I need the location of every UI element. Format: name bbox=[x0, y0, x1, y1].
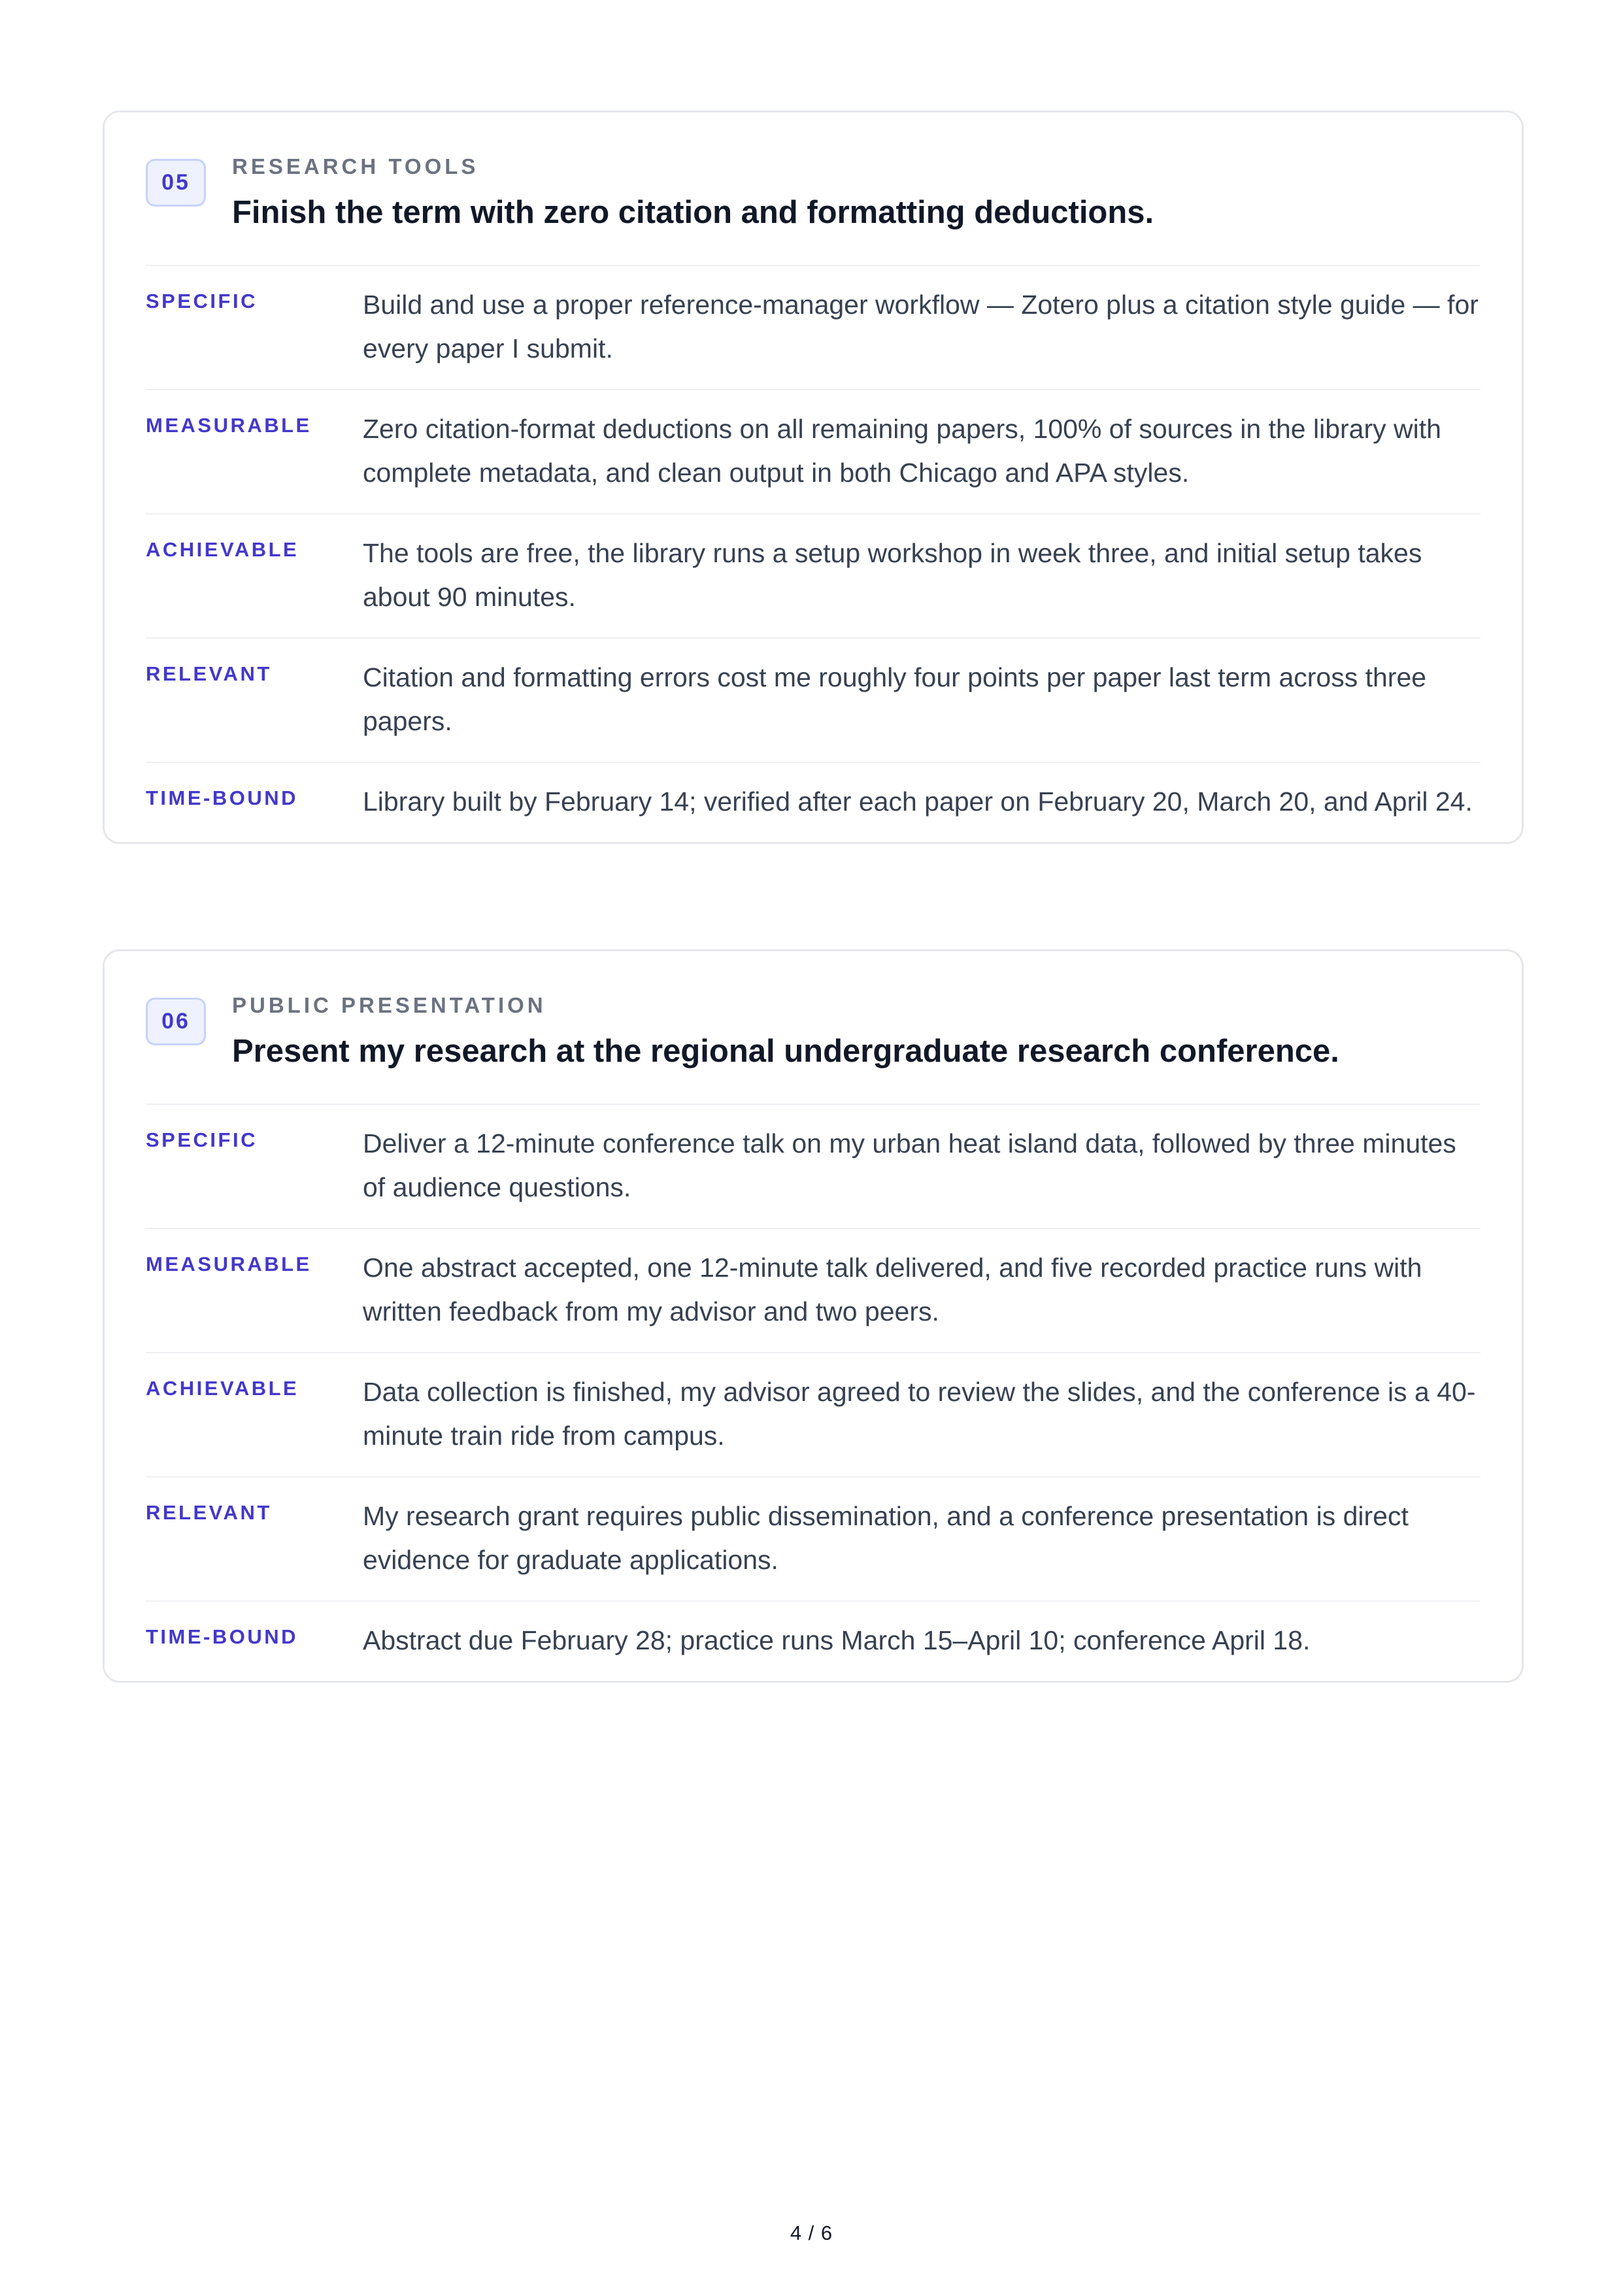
goal-category: PUBLIC PRESENTATION bbox=[232, 993, 546, 1017]
criterion-label: SPECIFIC bbox=[146, 290, 258, 312]
criterion-row-specific bbox=[146, 265, 1481, 389]
criterion-label: TIME-BOUND bbox=[146, 786, 299, 809]
goal-header bbox=[146, 992, 1481, 1104]
criterion-row-time-bound bbox=[146, 1600, 1481, 1681]
goal-title: Finish the term with zero citation and formatting deductions. bbox=[232, 195, 1154, 230]
criterion-label: SPECIFIC bbox=[146, 1128, 258, 1151]
goal-heading bbox=[232, 992, 1339, 1071]
criterion-label: ACHIEVABLE bbox=[146, 538, 299, 561]
criterion-row-achievable bbox=[146, 1352, 1481, 1476]
page-number: 4 / 6 bbox=[790, 2221, 833, 2244]
criterion-row-achievable bbox=[146, 513, 1481, 637]
criterion-text: Citation and formatting errors cost me roughly four points per paper last term across three papers. bbox=[363, 662, 1427, 736]
goal-number-badge: 05 bbox=[146, 159, 206, 207]
criterion-label: MEASURABLE bbox=[146, 414, 312, 437]
goal-heading bbox=[232, 154, 1154, 232]
criterion-text: Build and use a proper reference-manager workflow — Zotero plus a citation style guide — for every paper I submit. bbox=[363, 290, 1479, 363]
criterion-text: The tools are free, the library runs a setup workshop in week three, and initial setup takes about 90 minutes. bbox=[363, 538, 1422, 612]
criterion-row-relevant bbox=[146, 637, 1481, 762]
criterion-text: Zero citation-format deductions on all remaining papers, 100% of sources in the library with complete metadata, and clean output in both Chicago and APA styles. bbox=[363, 414, 1441, 488]
criterion-text: My research grant requires public dissemination, and a conference presentation is direct evidence for graduate applications. bbox=[363, 1501, 1409, 1575]
goal-title: Present my research at the regional undergraduate research conference. bbox=[232, 1034, 1339, 1069]
goal-number-badge: 06 bbox=[146, 998, 206, 1045]
goal-card-06 bbox=[103, 949, 1524, 1683]
criterion-text: One abstract accepted, one 12-minute talk delivered, and five recorded practice runs with written feedback from my advisor and two peers. bbox=[363, 1253, 1422, 1326]
criterion-label: ACHIEVABLE bbox=[146, 1377, 299, 1400]
goal-category: RESEARCH TOOLS bbox=[232, 154, 479, 178]
criterion-label: TIME-BOUND bbox=[146, 1625, 299, 1648]
criterion-text: Library built by February 14; verified after each paper on February 20, March 20, and April 24. bbox=[363, 786, 1473, 817]
criterion-row-measurable bbox=[146, 1228, 1481, 1352]
criterion-label: MEASURABLE bbox=[146, 1253, 312, 1275]
criterion-row-relevant bbox=[146, 1476, 1481, 1600]
criterion-text: Deliver a 12-minute conference talk on my urban heat island data, followed by three minutes of audience questions. bbox=[363, 1128, 1456, 1202]
criterion-text: Data collection is finished, my advisor agreed to review the slides, and the conference is a 40-minute train ride from campus. bbox=[363, 1377, 1476, 1451]
criterion-row-measurable bbox=[146, 389, 1481, 513]
criterion-label: RELEVANT bbox=[146, 662, 272, 685]
criterion-text: Abstract due February 28; practice runs March 15–April 10; conference April 18. bbox=[363, 1625, 1311, 1655]
goal-header bbox=[146, 154, 1481, 265]
goal-card-05 bbox=[103, 110, 1524, 844]
criterion-label: RELEVANT bbox=[146, 1501, 272, 1524]
criterion-row-specific bbox=[146, 1104, 1481, 1228]
criterion-row-time-bound bbox=[146, 762, 1481, 842]
